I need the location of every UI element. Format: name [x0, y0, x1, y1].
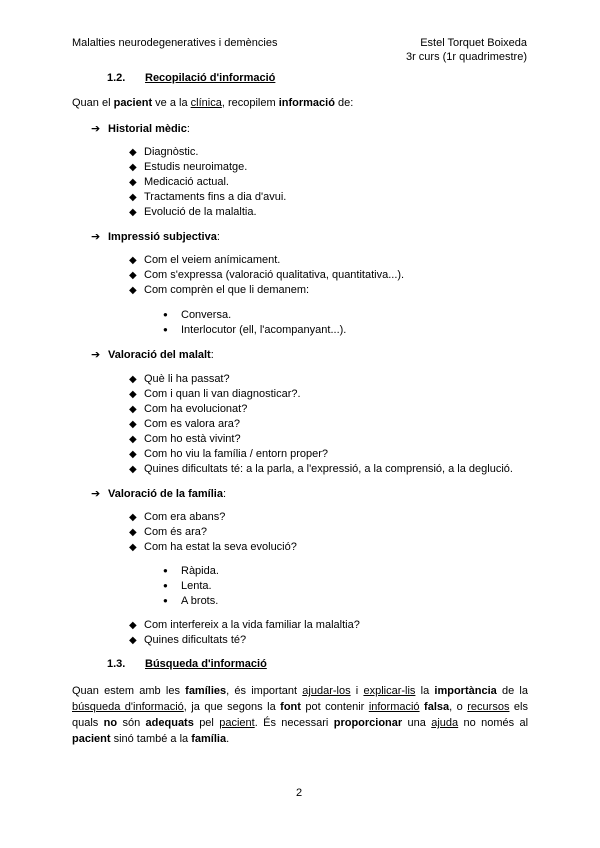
- list-item: [129, 619, 360, 631]
- round-bullet-icon: ●: [163, 325, 168, 334]
- list-item-text: Com interfereix a la vida familiar la malaltia?: [144, 619, 360, 631]
- bold-text: font: [280, 701, 301, 713]
- bold-text: famílies: [185, 685, 227, 697]
- section-heading-1-2: [107, 72, 276, 84]
- round-bullet-icon: ●: [163, 581, 168, 590]
- list-item: [129, 526, 207, 538]
- diamond-bullet-icon: ◆: [129, 207, 137, 218]
- diamond-bullet-icon: ◆: [129, 542, 137, 553]
- text: els quals: [72, 701, 528, 729]
- text: una: [402, 717, 432, 729]
- arrow-right-icon: ➔: [91, 349, 101, 361]
- sub-list-item-text: Ràpida.: [181, 565, 219, 577]
- diamond-bullet-icon: ◆: [129, 512, 137, 523]
- text: sinó també a la: [110, 733, 192, 745]
- list-item-text: Estudis neuroimatge.: [144, 161, 248, 173]
- group-heading-valoracio-malalt: [91, 348, 214, 361]
- header-author: Estel Torquet Boixeda: [420, 37, 527, 49]
- underlined-text: búsqueda d'informació: [72, 701, 184, 713]
- bold-text: pacient: [72, 733, 111, 745]
- arrow-right-icon: ➔: [91, 488, 101, 500]
- diamond-bullet-icon: ◆: [129, 620, 137, 631]
- bold-text: proporcionar: [333, 717, 403, 729]
- list-item-text: Com i quan li van diagnosticar?.: [144, 388, 301, 400]
- group-label: Impressió subjectiva: [108, 231, 217, 243]
- list-item: [129, 269, 404, 281]
- colon: :: [216, 231, 220, 243]
- diamond-bullet-icon: ◆: [129, 177, 137, 188]
- sub-list-item-text: Conversa.: [181, 309, 232, 321]
- intro-paragraph: [72, 97, 353, 109]
- list-item: [129, 373, 230, 385]
- text: , recopilem: [221, 97, 279, 109]
- list-item-text: Evolució de la malaltia.: [144, 206, 257, 218]
- diamond-bullet-icon: ◆: [129, 527, 137, 538]
- list-item: [129, 254, 280, 266]
- section-title: Búsqueda d'informació: [145, 658, 267, 670]
- bold-text: família: [191, 733, 227, 745]
- sub-list-item-text: A brots.: [181, 595, 219, 607]
- list-item-text: Com ha estat la seva evolució?: [144, 541, 297, 553]
- sub-list-item-text: Interlocutor (ell, l'acompanyant...).: [181, 324, 347, 336]
- underlined-text: recursos: [467, 701, 510, 713]
- colon: :: [222, 488, 227, 500]
- text: , ja que segons la: [183, 701, 281, 713]
- list-item: [129, 403, 247, 415]
- group-label: Valoració del malalt: [108, 349, 211, 361]
- round-bullet-icon: ●: [163, 566, 168, 575]
- section-heading-1-3: [107, 658, 267, 670]
- header-term: 3r curs (1r quadrimestre): [405, 51, 527, 63]
- list-item: [129, 433, 241, 445]
- list-item-text: Com s'expressa (valoració qualitativa, quantitativa...).: [144, 269, 405, 281]
- list-item: [129, 511, 225, 523]
- list-item-text: Medicació actual.: [144, 176, 229, 188]
- sub-list-item: [163, 565, 219, 577]
- text: . És necessari: [254, 717, 334, 729]
- list-item-text: Com era abans?: [144, 511, 226, 523]
- section-number: 1.2.: [107, 72, 126, 84]
- text: i: [350, 685, 364, 697]
- list-item: [129, 634, 246, 646]
- diamond-bullet-icon: ◆: [129, 270, 137, 281]
- section-title: Recopilació d'informació: [145, 72, 276, 84]
- bold-text: falsa: [424, 701, 450, 713]
- underlined-text: informació: [368, 701, 420, 713]
- group-heading-valoracio-familia: [91, 487, 226, 500]
- text: .: [226, 733, 230, 745]
- text: de la: [496, 685, 528, 697]
- text: la: [415, 685, 435, 697]
- body-paragraph: [72, 683, 528, 747]
- text: de:: [334, 97, 354, 109]
- text: Quan el: [72, 97, 114, 109]
- round-bullet-icon: ●: [163, 596, 168, 605]
- diamond-bullet-icon: ◆: [129, 374, 137, 385]
- bold-text: importància: [434, 685, 497, 697]
- sub-list-item: [163, 324, 346, 336]
- diamond-bullet-icon: ◆: [129, 192, 137, 203]
- list-item: [129, 161, 247, 173]
- underlined-text: clínica: [190, 97, 222, 109]
- list-item-text: Com es valora ara?: [144, 418, 240, 430]
- bold-text: adequats: [145, 717, 194, 729]
- diamond-bullet-icon: ◆: [129, 449, 137, 460]
- underlined-text: pacient: [219, 717, 255, 729]
- list-item-text: Com ho viu la família / entorn proper?: [144, 448, 329, 460]
- group-label: Valoració de la família: [108, 488, 223, 500]
- page-number: 2: [296, 787, 303, 799]
- list-item: [129, 146, 198, 158]
- bold-text: pacient: [113, 97, 153, 109]
- list-item-text: Diagnòstic.: [144, 146, 199, 158]
- diamond-bullet-icon: ◆: [129, 404, 137, 415]
- list-item: [129, 206, 257, 218]
- arrow-right-icon: ➔: [91, 231, 101, 243]
- list-item: [129, 284, 309, 296]
- list-item-text: Quines dificultats té: a la parla, a l'expressió, a la comprensió, a la deglució.: [144, 463, 513, 475]
- list-item-text: Com ha evolucionat?: [144, 403, 248, 415]
- text: pot contenir: [300, 701, 369, 713]
- text: , o: [449, 701, 468, 713]
- list-item-text: Com ho està vivint?: [144, 433, 241, 445]
- header-course-title: Malalties neurodegeneratives i demències: [72, 37, 278, 49]
- diamond-bullet-icon: ◆: [129, 434, 137, 445]
- list-item: [129, 388, 301, 400]
- text: pel: [193, 717, 220, 729]
- bold-text: no: [103, 717, 118, 729]
- list-item-text: Com comprèn el que li demanem:: [144, 284, 310, 296]
- underlined-text: ajudar-los: [302, 685, 351, 697]
- text: són: [117, 717, 146, 729]
- list-item-text: Què li ha passat?: [144, 373, 230, 385]
- arrow-right-icon: ➔: [91, 123, 101, 135]
- list-item: [129, 448, 328, 460]
- diamond-bullet-icon: ◆: [129, 635, 137, 646]
- group-heading-historial: [91, 122, 190, 135]
- diamond-bullet-icon: ◆: [129, 255, 137, 266]
- list-item: [129, 176, 229, 188]
- diamond-bullet-icon: ◆: [129, 389, 137, 400]
- list-item: [129, 418, 240, 430]
- list-item: [129, 463, 513, 475]
- diamond-bullet-icon: ◆: [129, 147, 137, 158]
- sub-list-item: [163, 580, 212, 592]
- text: ve a la: [152, 97, 191, 109]
- text: , és important: [226, 685, 303, 697]
- group-heading-impressio: [91, 230, 220, 243]
- underlined-text: ajuda: [431, 717, 459, 729]
- colon: :: [186, 123, 190, 135]
- list-item-text: Quines dificultats té?: [144, 634, 247, 646]
- colon: :: [210, 349, 214, 361]
- diamond-bullet-icon: ◆: [129, 162, 137, 173]
- list-item-text: Tractaments fins a dia d'avui.: [144, 191, 287, 203]
- sub-list-item-text: Lenta.: [181, 580, 212, 592]
- list-item: [129, 541, 297, 553]
- list-item: [129, 191, 286, 203]
- text: Quan estem amb les: [72, 685, 186, 697]
- list-item-text: Com el veiem anímicament.: [144, 254, 281, 266]
- bold-text: informació: [278, 97, 335, 109]
- list-item-text: Com és ara?: [144, 526, 207, 538]
- group-label: Historial mèdic: [108, 123, 187, 135]
- diamond-bullet-icon: ◆: [129, 419, 137, 430]
- diamond-bullet-icon: ◆: [129, 285, 137, 296]
- section-number: 1.3.: [107, 658, 126, 670]
- text: no només al: [458, 717, 529, 729]
- underlined-text: explicar-lis: [363, 685, 416, 697]
- round-bullet-icon: ●: [163, 310, 168, 319]
- sub-list-item: [163, 309, 231, 321]
- diamond-bullet-icon: ◆: [129, 464, 137, 475]
- sub-list-item: [163, 595, 218, 607]
